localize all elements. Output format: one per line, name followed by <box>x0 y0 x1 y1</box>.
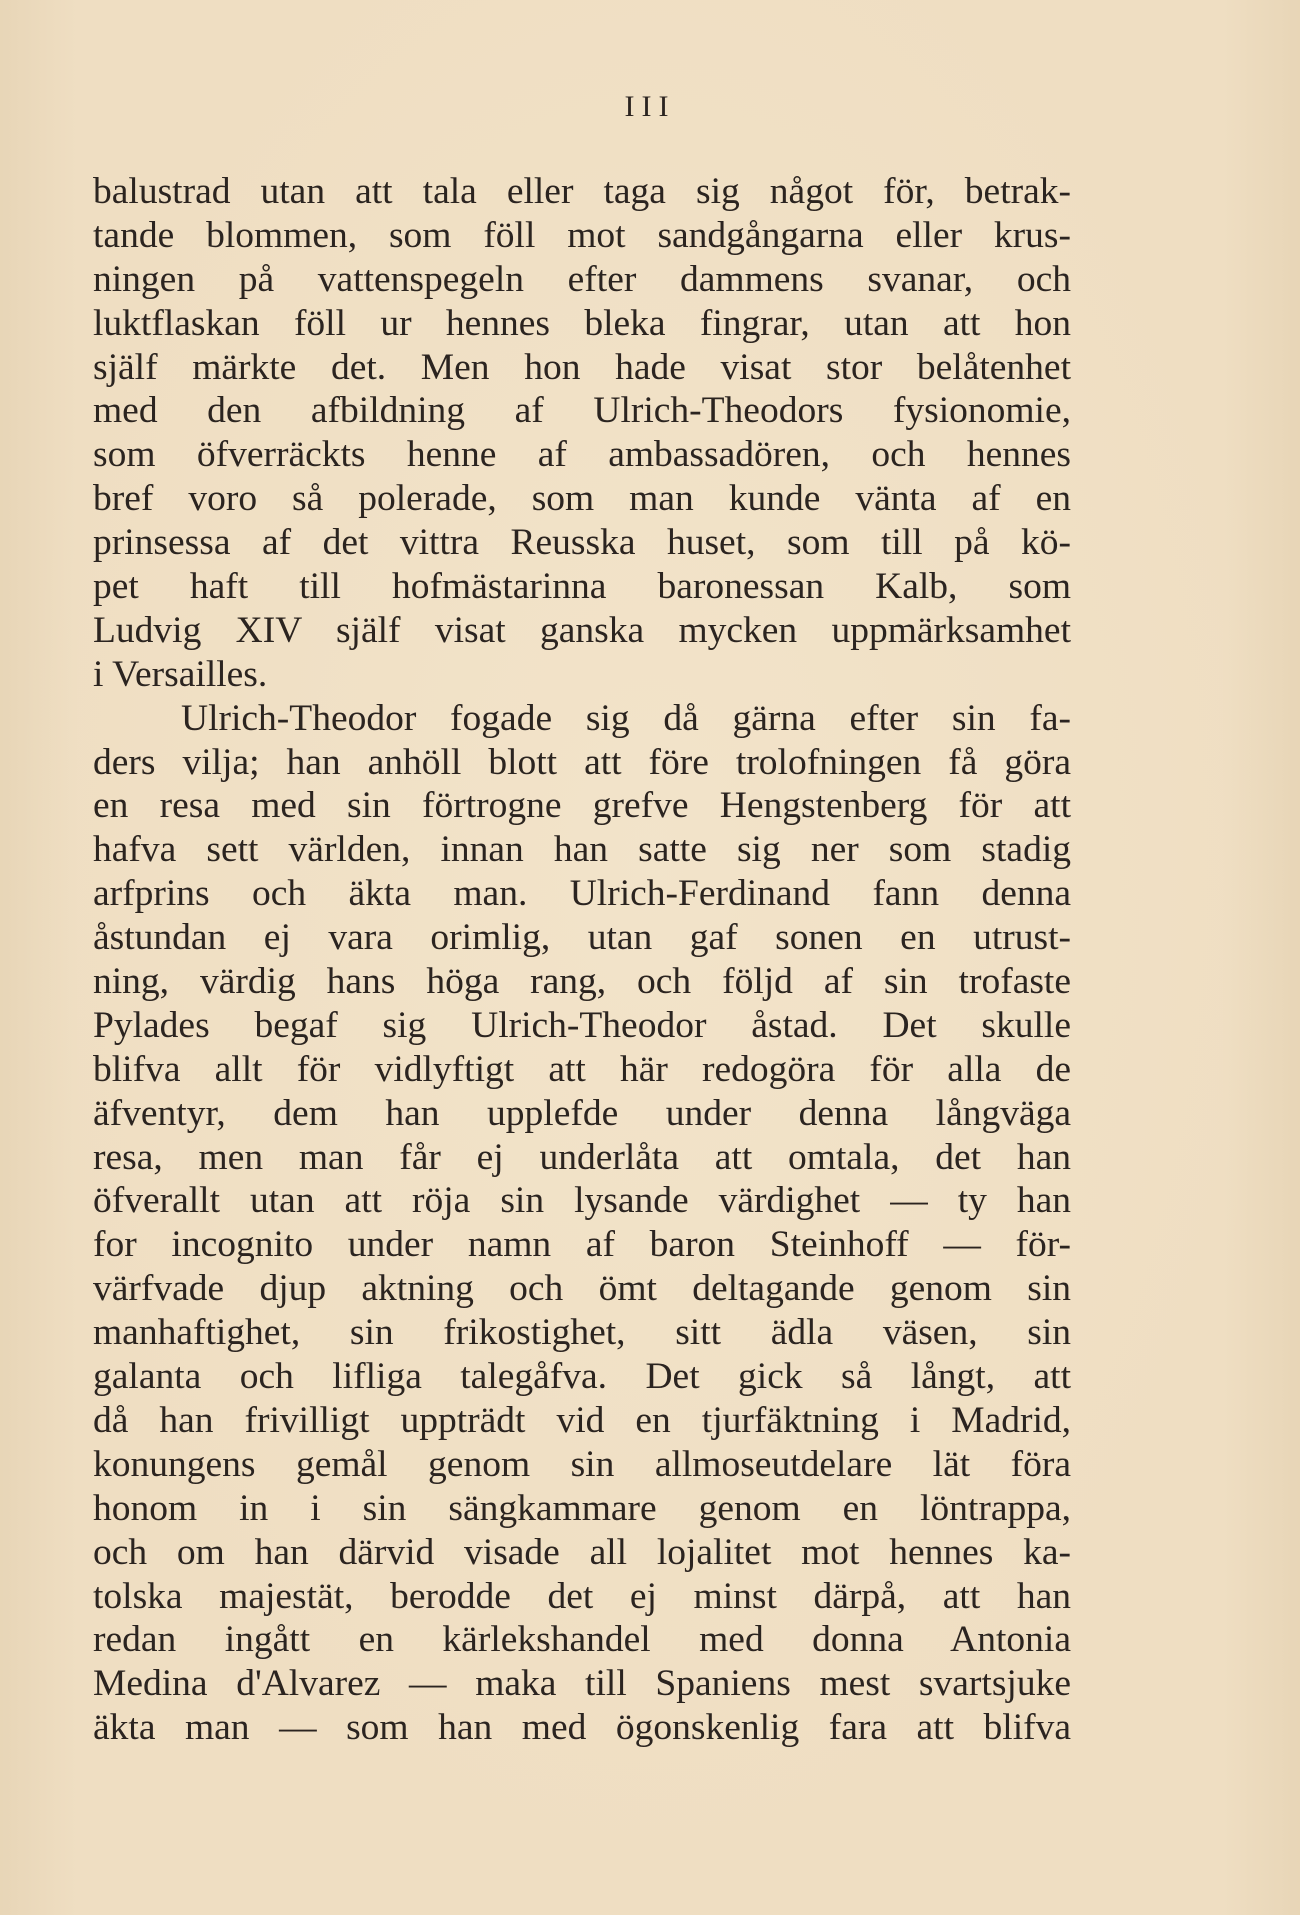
text-line: då han frivilligt uppträdt vid en tjurfäktning i Madrid, <box>93 1399 1071 1441</box>
text-line: öfverallt utan att röja sin lysande värdighet — ty han <box>93 1180 1071 1222</box>
text-line: med den afbildning af Ulrich-Theodors fysionomie, <box>93 390 1071 432</box>
text-line: redan ingått en kärlekshandel med donna Antonia <box>93 1619 1071 1661</box>
text-line: äfventyr, dem han upplefde under denna långväga <box>93 1092 1071 1134</box>
text-line: honom in i sin sängkammare genom en löntrappa, <box>93 1487 1071 1529</box>
text-line: ningen på vattenspegeln efter dammens svanar, och <box>93 258 1071 300</box>
text-line: galanta och lifliga talegåfva. Det gick så långt, att <box>93 1356 1071 1398</box>
text-line: pet haft till hofmästarinna baronessan Kalb, som <box>93 566 1071 608</box>
text-line: prinsessa af det vittra Reusska huset, som till på kö- <box>93 522 1071 564</box>
text-line: och om han därvid visade all lojalitet mot hennes ka- <box>93 1531 1071 1573</box>
text-line: blifva allt för vidlyftigt att här redogöra för alla de <box>93 1048 1071 1090</box>
text-line: Ludvig XIV själf visat ganska mycken uppmärksamhet <box>93 609 1071 651</box>
text-line: värfvade djup aktning och ömt deltagande genom sin <box>93 1268 1071 1310</box>
text-line: arfprins och äkta man. Ulrich-Ferdinand fann denna <box>93 873 1071 915</box>
body-text <box>93 170 1071 1750</box>
text-line: hafva sett världen, innan han satte sig ner som stadig <box>93 829 1071 871</box>
text-line: bref voro så polerade, som man kunde vänta af en <box>93 478 1071 520</box>
text-line: Pylades begaf sig Ulrich-Theodor åstad. Det skulle <box>93 1004 1071 1046</box>
text-line: manhaftighet, sin frikostighet, sitt ädla väsen, sin <box>93 1312 1071 1354</box>
text-line: äkta man — som han med ögonskenlig fara att blifva <box>93 1707 1071 1749</box>
text-line: tolska majestät, berodde det ej minst därpå, att han <box>93 1575 1071 1617</box>
text-line: balustrad utan att tala eller taga sig något för, betrak- <box>93 171 1071 212</box>
text-line: ning, värdig hans höga rang, och följd af sin trofaste <box>93 961 1071 1003</box>
paragraph-end-line: i Versailles. <box>93 653 268 695</box>
page-number: III <box>624 90 676 123</box>
text-line: for incognito under namn af baron Steinhoff — för- <box>93 1224 1071 1266</box>
text-line: resa, men man får ej underlåta att omtala, det han <box>93 1136 1071 1178</box>
text-line: tande blommen, som föll mot sandgångarna eller krus- <box>93 214 1071 256</box>
text-line: själf märkte det. Men hon hade visat stor belåtenhet <box>93 346 1071 388</box>
text-line: luktflaskan föll ur hennes bleka fingrar, utan att hon <box>93 302 1071 344</box>
text-line: ders vilja; han anhöll blott att före trolofningen få göra <box>93 741 1071 783</box>
text-line: som öfverräckts henne af ambassadören, och hennes <box>93 434 1071 476</box>
text-line: åstundan ej vara orimlig, utan gaf sonen en utrust- <box>93 917 1071 959</box>
text-line: Medina d'Alvarez — maka till Spaniens mest svartsjuke <box>93 1663 1071 1705</box>
text-line: konungens gemål genom sin allmoseutdelare lät föra <box>93 1443 1071 1485</box>
text-line: en resa med sin förtrogne grefve Hengstenberg för att <box>93 785 1071 827</box>
paragraph-start-line: Ulrich-Theodor fogade sig då gärna efter sin fa- <box>181 697 1071 739</box>
